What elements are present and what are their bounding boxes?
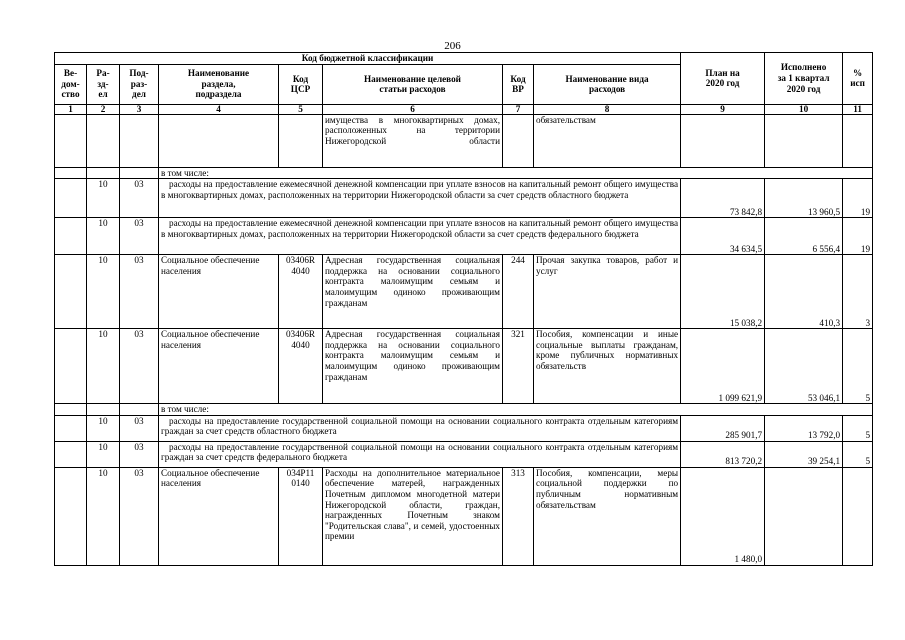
header-group: Код бюджетной классификации — [55, 53, 681, 65]
done-cell: 39 254,1 — [765, 441, 843, 467]
podrazdel-cell: 03 — [120, 179, 159, 218]
expense-type-cell: Пособия, компенсации, меры социальной поддержки по публичным нормативным обязательствам — [534, 467, 681, 565]
razdel-cell: 10 — [87, 467, 120, 565]
razdel-cell: 10 — [87, 218, 120, 255]
expense-type-cell: Прочая закупка товаров, работ и услуг — [534, 255, 681, 329]
vr-code-cell: 313 — [503, 467, 534, 565]
target-article-cell: Адресная государственная социальная поддержка на основании социального контракта малоимущим семьям и малоимущим одиноко проживающим гражданам — [323, 329, 503, 404]
podrazdel-cell: 03 — [120, 329, 159, 404]
expense-description: расходы на предоставление ежемесячной денежной компенсации при уплате взносов на капитальный ремонт общего имущества в многоквартирных домах, расположенных на территории Нижегородской области за счет средств федерального бюджета — [159, 218, 681, 255]
podrazdel-cell: 03 — [120, 467, 159, 565]
percent-cell: 5 — [843, 329, 873, 404]
expense-description: расходы на предоставление государственной социальной помощи на основании социального контракта отдельным категориям граждан за счет средств областного бюджета — [159, 415, 681, 441]
razdel-cell: 10 — [87, 415, 120, 441]
table-row — [55, 179, 873, 218]
percent-cell: 19 — [843, 179, 873, 218]
section-name-cell: Социальное обеспечение населения — [159, 255, 279, 329]
header-col-11: % исп — [843, 53, 873, 105]
done-cell: 6 556,4 — [765, 218, 843, 255]
razdel-cell: 10 — [87, 255, 120, 329]
done-cell: 13 960,5 — [765, 179, 843, 218]
vr-code-cell: 321 — [503, 329, 534, 404]
section-name-cell: Социальное обеспечение населения — [159, 329, 279, 404]
plan-cell: 285 901,7 — [681, 415, 765, 441]
col-number: 8 — [534, 104, 681, 114]
header-col-2: Ра- зд- ел — [87, 64, 120, 104]
plan-cell: 1 480,0 — [681, 467, 765, 565]
expense-description: расходы на предоставление ежемесячной денежной компенсации при уплате взносов на капитальный ремонт общего имущества в многоквартирных домах, расположенных на территории Нижегородской области за счет средств областного бюджета — [159, 179, 681, 218]
col-number: 3 — [120, 104, 159, 114]
done-cell: 53 046,1 — [765, 329, 843, 404]
podrazdel-cell: 03 — [120, 255, 159, 329]
done-cell: 410,3 — [765, 255, 843, 329]
done-cell: 13 792,0 — [765, 415, 843, 441]
table-row — [55, 218, 873, 255]
expense-type-cell: Пособия, компенсации и иные социальные выплаты гражданам, кроме публичных нормативных обязательств — [534, 329, 681, 404]
table-row — [55, 329, 873, 404]
header-col-10: Исполнено за 1 квартал 2020 год — [765, 53, 843, 105]
col-number: 4 — [159, 104, 279, 114]
column-number-row — [55, 104, 873, 114]
target-article-cell: имущества в многоквартирных домах, расположенных на территории Нижегородской области — [323, 114, 503, 167]
csr-code-cell: 03406R 4040 — [279, 329, 323, 404]
razdel-cell: 10 — [87, 329, 120, 404]
including-label: в том числе: — [159, 404, 873, 416]
section-name-cell: Социальное обеспечение населения — [159, 467, 279, 565]
table-row — [55, 415, 873, 441]
plan-cell: 34 634,5 — [681, 218, 765, 255]
plan-cell: 813 720,2 — [681, 441, 765, 467]
percent-cell: 5 — [843, 441, 873, 467]
col-number: 1 — [55, 104, 87, 114]
percent-cell: 19 — [843, 218, 873, 255]
header-col-9: План на 2020 год — [681, 53, 765, 105]
budget-table — [54, 52, 873, 566]
target-article-cell: Расходы на дополнительное материальное обеспечение матерей, награжденных Почетным дипломом многодетной матери Нижегородской области, граждан, награжденных Почетным знаком "Родительская слава", и семей, удостоенных премии — [323, 467, 503, 565]
table-row — [55, 404, 873, 416]
header-col-4: Наименование раздела, подраздела — [159, 64, 279, 104]
csr-code-cell: 03406R 4040 — [279, 255, 323, 329]
razdel-cell: 10 — [87, 441, 120, 467]
col-number: 6 — [323, 104, 503, 114]
header-col-6: Наименование целевой статьи расходов — [323, 64, 503, 104]
target-article-cell: Адресная государственная социальная поддержка на основании социального контракта малоимущим семьям и малоимущим одиноко проживающим гражданам — [323, 255, 503, 329]
header-col-7: Код ВР — [503, 64, 534, 104]
header-col-5: Код ЦСР — [279, 64, 323, 104]
plan-cell: 73 842,8 — [681, 179, 765, 218]
col-number: 5 — [279, 104, 323, 114]
vr-code-cell: 244 — [503, 255, 534, 329]
col-number: 11 — [843, 104, 873, 114]
header-col-3: Под- раз- дел — [120, 64, 159, 104]
csr-code-cell: 034P11 0140 — [279, 467, 323, 565]
podrazdel-cell: 03 — [120, 415, 159, 441]
expense-description: расходы на предоставление государственной социальной помощи на основании социального контракта отдельным категориям граждан за счет средств федерального бюджета — [159, 441, 681, 467]
col-number: 10 — [765, 104, 843, 114]
table-row — [55, 467, 873, 565]
podrazdel-cell: 03 — [120, 218, 159, 255]
table-row — [55, 167, 873, 179]
col-number: 2 — [87, 104, 120, 114]
plan-cell: 1 099 621,9 — [681, 329, 765, 404]
header-col-8: Наименование вида расходов — [534, 64, 681, 104]
table-row — [55, 255, 873, 329]
plan-cell: 15 038,2 — [681, 255, 765, 329]
including-label: в том числе: — [159, 167, 873, 179]
expense-type-cell: обязательствам — [534, 114, 681, 167]
table-row — [55, 441, 873, 467]
table-row — [55, 114, 873, 167]
percent-cell: 3 — [843, 255, 873, 329]
percent-cell: 5 — [843, 415, 873, 441]
razdel-cell: 10 — [87, 179, 120, 218]
col-number: 7 — [503, 104, 534, 114]
header-col-1: Ве- дом- ство — [55, 64, 87, 104]
col-number: 9 — [681, 104, 765, 114]
podrazdel-cell: 03 — [120, 441, 159, 467]
page-number: 206 — [444, 40, 461, 52]
